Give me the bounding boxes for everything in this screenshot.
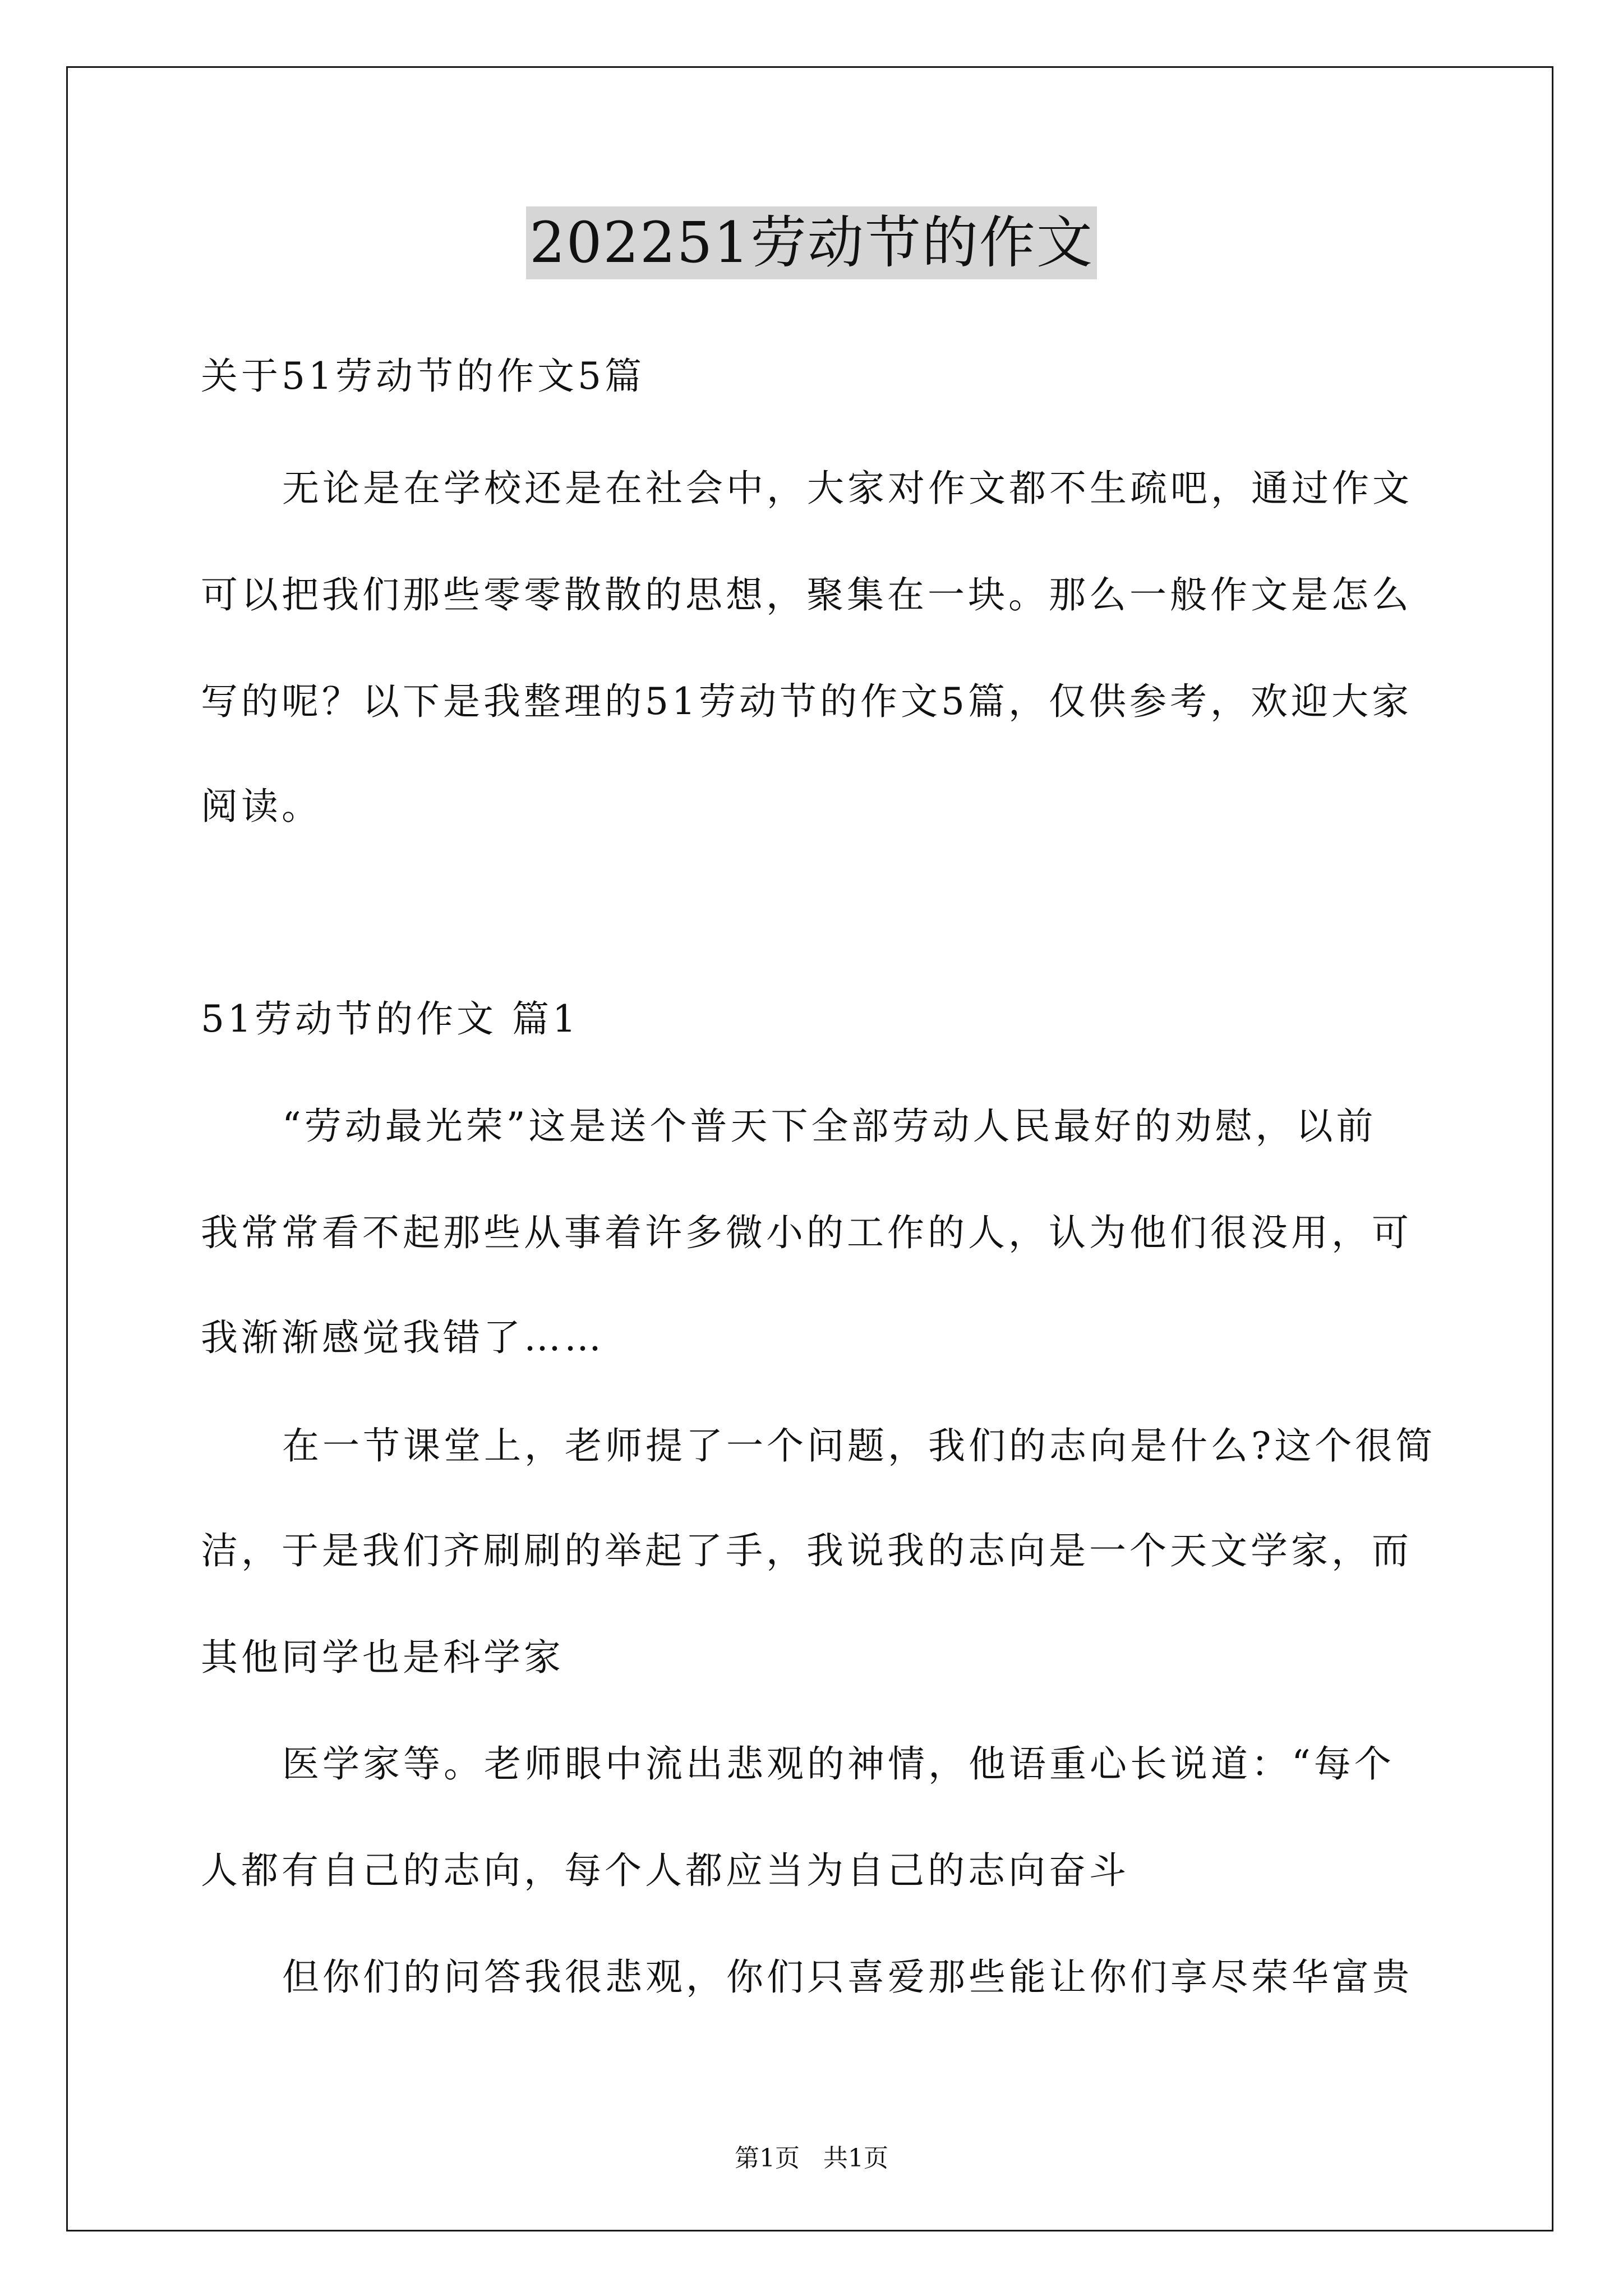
body-line: 洁，于是我们齐刷刷的举起了手，我说我的志向是一个天文学家，而	[201, 1529, 1412, 1572]
body-line: 在一节课堂上，老师提了一个问题，我们的志向是什么?这个很简	[282, 1424, 1436, 1467]
intro-line: 可以把我们那些零零散散的思想，聚集在一块。那么一般作文是怎么	[201, 573, 1412, 616]
section-heading: 51劳动节的作文 篇1	[201, 997, 579, 1041]
intro-line: 无论是在学校还是在社会中，大家对作文都不生疏吧，通过作文	[282, 467, 1413, 510]
intro-line: 阅读。	[201, 785, 322, 828]
body-line: 我渐渐感觉我错了……	[201, 1316, 605, 1359]
body-line: 其他同学也是科学家	[201, 1636, 564, 1679]
document-title: 202251劳动节的作文	[526, 206, 1097, 279]
body-line: 但你们的问答我很悲观，你们只喜爱那些能让你们享尽荣华富贵	[282, 1955, 1413, 1999]
body-line: 医学家等。老师眼中流出悲观的神情，他语重心长说道：“每个	[282, 1742, 1395, 1786]
body-line: 人都有自己的志向，每个人都应当为自己的志向奋斗	[201, 1849, 1129, 1892]
document-subtitle: 关于51劳动节的作文5篇	[201, 355, 645, 398]
intro-line: 写的呢？以下是我整理的51劳动节的作文5篇，仅供参考，欢迎大家	[201, 680, 1412, 723]
title-container	[0, 206, 1623, 279]
body-line: 我常常看不起那些从事着许多微小的工作的人，认为他们很没用，可	[201, 1211, 1412, 1254]
page-footer: 第1页 共1页	[735, 2144, 888, 2173]
body-line: “劳动最光荣”这是送个普天下全部劳动人民最好的劝慰，以前	[282, 1105, 1377, 1148]
